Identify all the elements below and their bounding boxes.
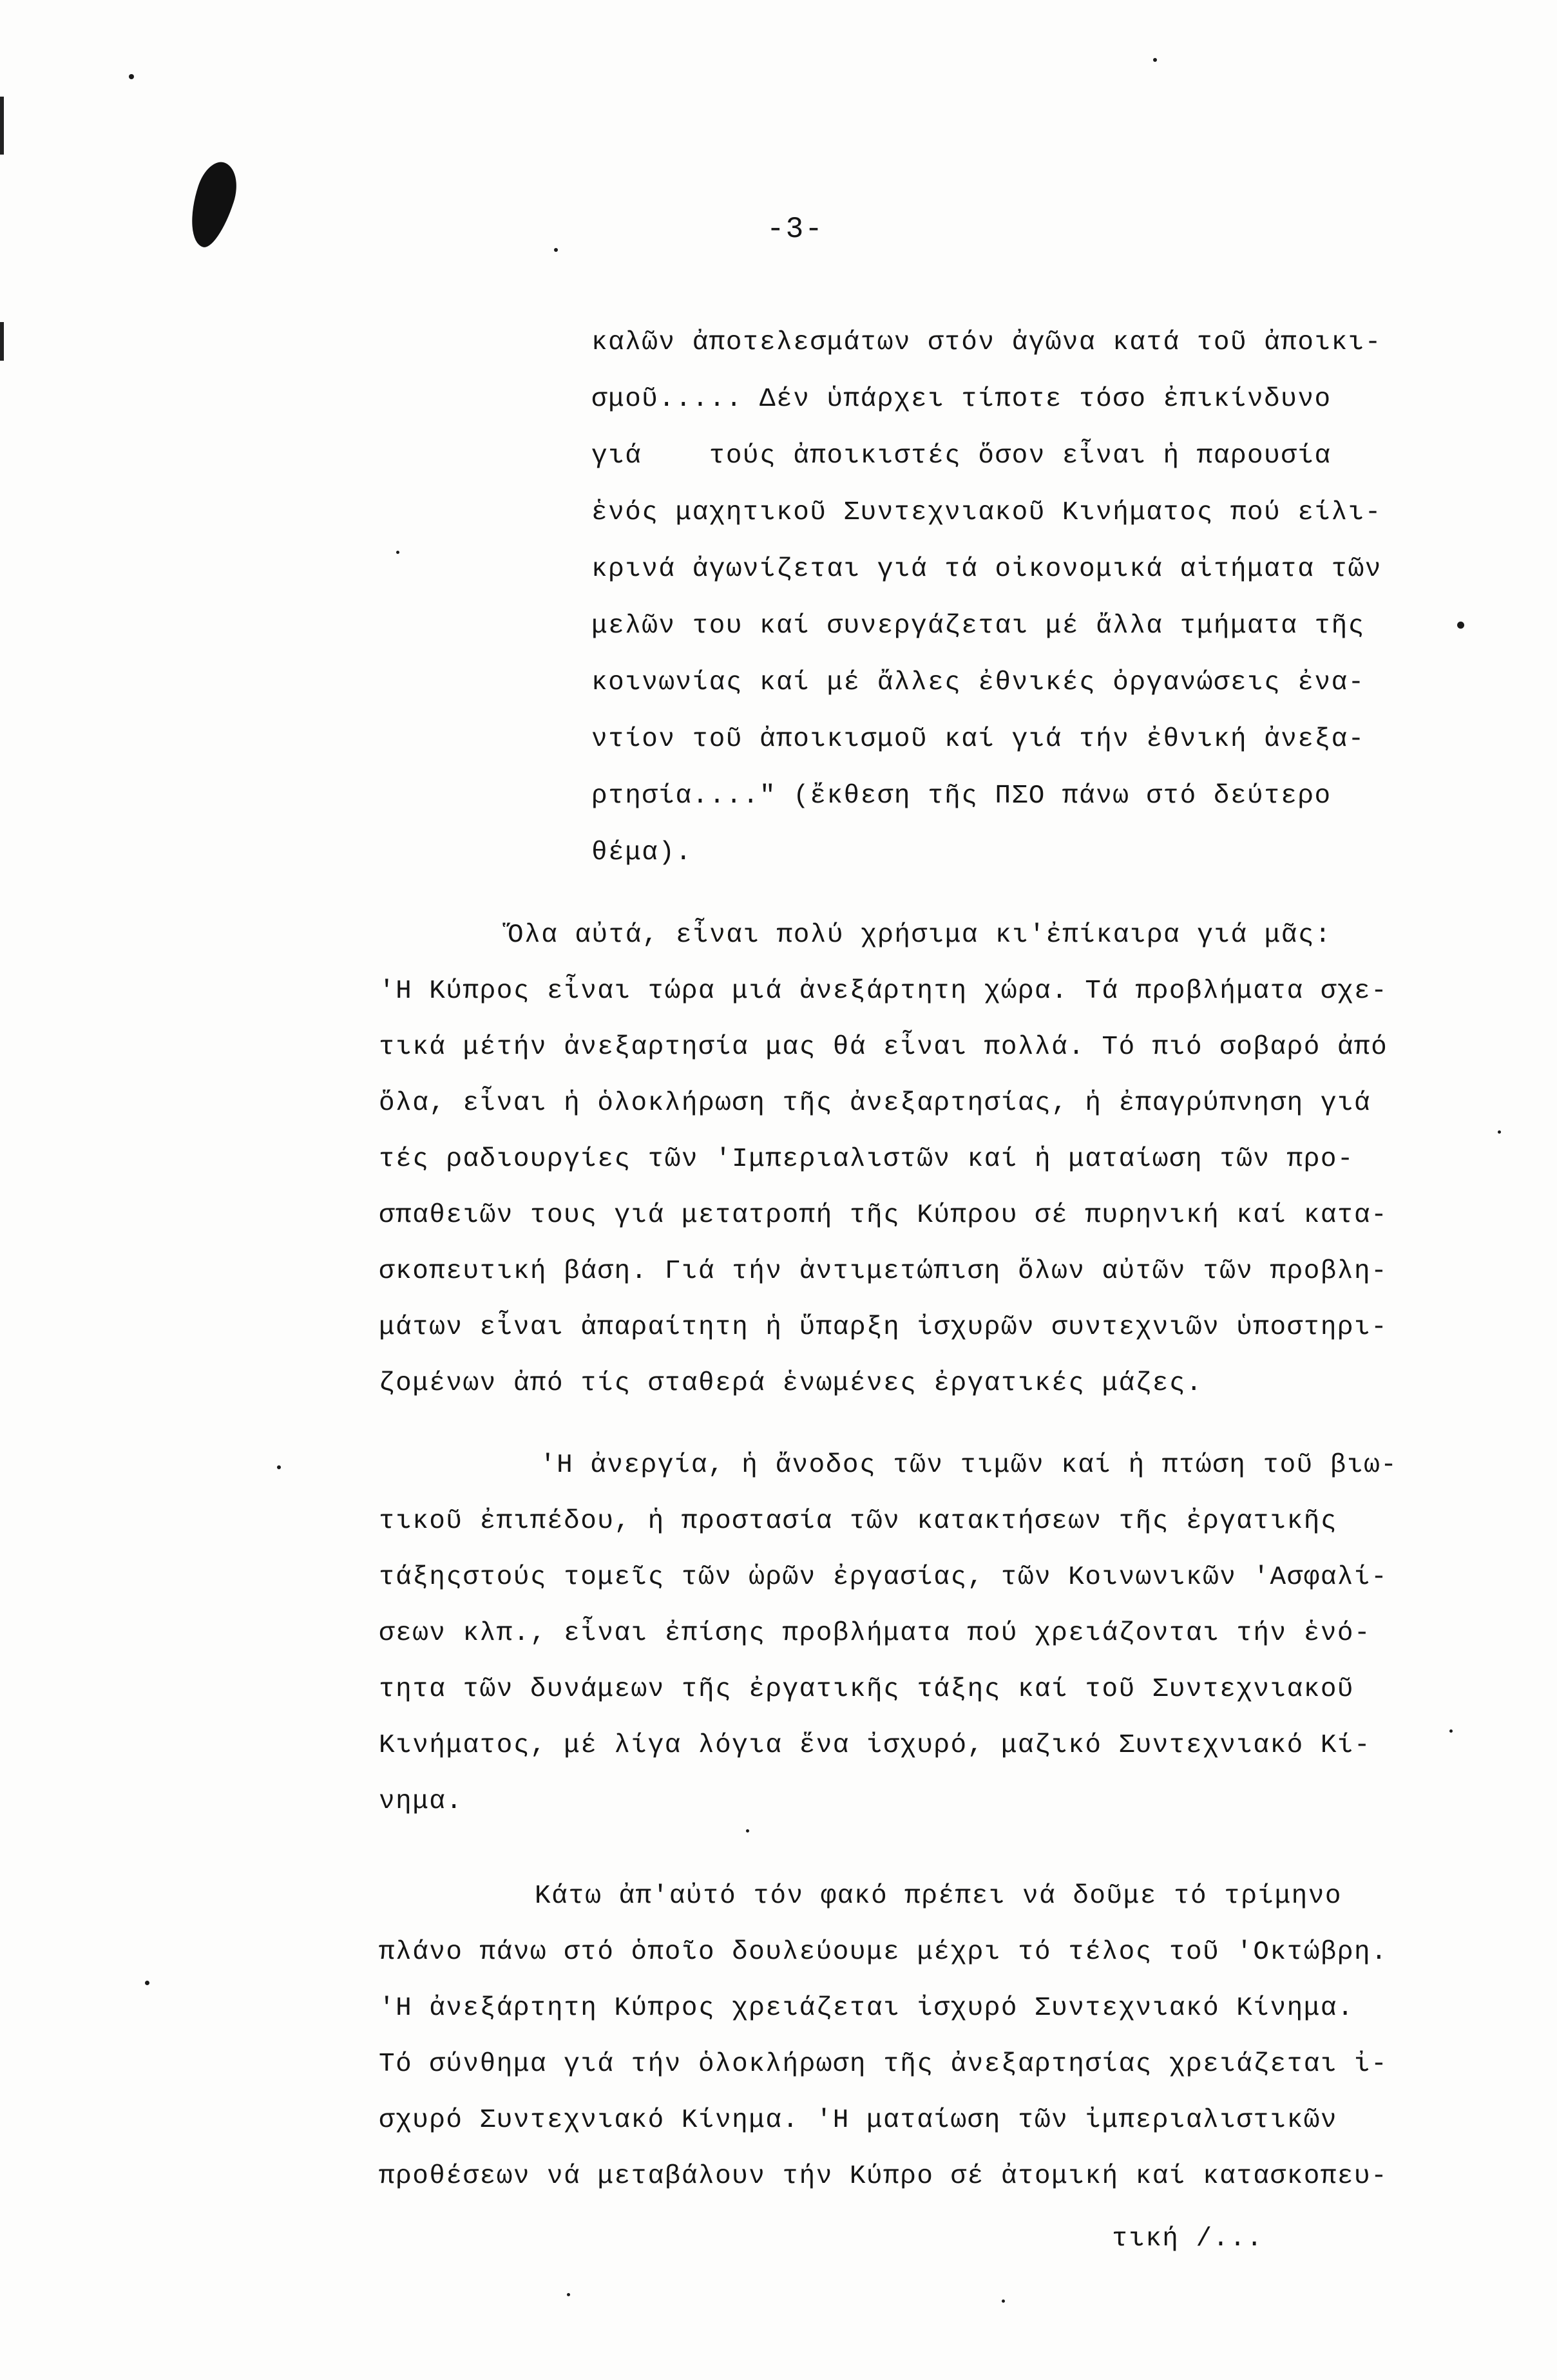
- quote-line: κρινά ἀγωνίζεται γιά τά οἰκονομικά αἰτήματα τῶν: [591, 555, 1382, 584]
- quote-line: καλῶν ἀποτελεσμάτων στόν ἀγῶνα κατά τοῦ ἀποικι-: [591, 328, 1382, 357]
- body-line: 'Η Κύπρος εἶναι τώρα μιά ἀνεξάρτητη χώρα. Τά προβλήματα σχε-: [379, 976, 1388, 1006]
- body-line: σεων κλπ., εἶναι ἐπίσης προβλήματα πού χρειάζονται τήν ἑνό-: [379, 1619, 1371, 1648]
- body-line: προθέσεων νά μεταβάλουν τήν Κύπρο σέ ἀτομική καί κατασκοπευ-: [379, 2162, 1388, 2191]
- page-number: -3-: [767, 213, 824, 246]
- scan-speck: [567, 2293, 570, 2296]
- body-line: τάξηςστούς τομεῖς τῶν ὡρῶν ἐργασίας, τῶν Κοινωνικῶν 'Ασφαλί-: [379, 1563, 1388, 1592]
- body-line: σκοπευτική βάση. Γιά τήν ἀντιμετώπιση ὅλων αὐτῶν τῶν προβλη-: [379, 1257, 1388, 1286]
- scan-speck: [145, 1981, 149, 1985]
- body-line: 'Η ἀνεξάρτητη Κύπρος χρειάζεται ἰσχυρό Συντεχνιακό Κίνημα.: [379, 1994, 1355, 2023]
- body-line: τικοῦ ἐπιπέδου, ἡ προστασία τῶν κατακτήσεων τῆς ἐργατικῆς: [379, 1507, 1337, 1536]
- body-line: πλάνο πάνω στό ὁποῖο δουλεύουμε μέχρι τό τέλος τοῦ 'Οκτώβρη.: [379, 1937, 1388, 1967]
- scan-speck: [554, 248, 558, 252]
- quote-line: γιά τούς ἀποικιστές ὅσον εἶναι ἡ παρουσία: [591, 441, 1332, 471]
- quote-line: ντίον τοῦ ἀποικισμοῦ καί γιά τήν ἐθνική ἀνεξα-: [591, 725, 1365, 754]
- quote-line: κοινωνίας καί μέ ἄλλες ἐθνικές ὀργανώσεις ἐνα-: [591, 668, 1365, 698]
- scan-speck: [1449, 1729, 1453, 1733]
- quote-line: μελῶν του καί συνεργάζεται μέ ἄλλα τμήματα τῆς: [591, 611, 1365, 641]
- body-line: Τό σύνθημα γιά τήν ὁλοκλήρωση τῆς ἀνεξαρτησίας χρειάζεται ἰ-: [379, 2050, 1388, 2079]
- scan-speck: [277, 1465, 281, 1469]
- scan-speck: [1153, 58, 1157, 62]
- body-line: Κινήματος, μέ λίγα λόγια ἕνα ἰσχυρό, μαζικό Συντεχνιακό Κί-: [379, 1731, 1371, 1760]
- quote-line: σμοῦ..... Δέν ὑπάρχει τίποτε τόσο ἐπικίνδυνο: [591, 385, 1332, 414]
- body-line: νημα.: [379, 1787, 463, 1816]
- scan-speck: [396, 551, 399, 554]
- quote-line: ρτησία...." (ἔκθεση τῆς ΠΣΟ πάνω στό δεύτερο: [591, 781, 1332, 811]
- scan-speck: [1498, 1130, 1501, 1134]
- body-line: σπαθειῶν τους γιά μετατροπή τῆς Κύπρου σέ πυρηνική καί κατα-: [379, 1201, 1388, 1230]
- body-line: τικά μέτήν ἀνεξαρτησία μας θά εἶναι πολλά. Τό πιό σοβαρό ἀπό: [379, 1033, 1388, 1062]
- scan-speck: [1002, 2299, 1005, 2303]
- scan-speck: [129, 74, 134, 79]
- body-line: τές ραδιουργίες τῶν 'Ιμπεριαλιστῶν καί ἡ ματαίωση τῶν προ-: [379, 1145, 1355, 1174]
- body-line: μάτων εἶναι ἀπαραίτητη ἡ ὕπαρξη ἰσχυρῶν συντεχνιῶν ὑποστηρι-: [379, 1313, 1388, 1342]
- page-continuation: τική /...: [1112, 2224, 1263, 2254]
- body-line: 'Η ἀνεργία, ἡ ἄνοδος τῶν τιμῶν καί ἡ πτώση τοῦ βιω-: [540, 1451, 1398, 1480]
- body-line: τητα τῶν δυνάμεων τῆς ἐργατικῆς τάξης καί τοῦ Συντεχνιακοῦ: [379, 1675, 1355, 1704]
- body-line: σχυρό Συντεχνιακό Κίνημα. 'Η ματαίωση τῶν ἰμπεριαλιστικῶν: [379, 2106, 1337, 2135]
- quote-line: ἑνός μαχητικοῦ Συντεχνιακοῦ Κινήματος πού είλι-: [591, 498, 1382, 528]
- scan-speck: [1457, 622, 1464, 629]
- quote-line: θέμα).: [591, 838, 693, 868]
- body-line: Ὅλα αὐτά, εἶναι πολύ χρήσιμα κι'ἐπίκαιρα γιά μᾶς:: [508, 920, 1332, 950]
- body-line: ὅλα, εἶναι ἡ ὁλοκλήρωση τῆς ἀνεξαρτησίας, ἡ ἐπαγρύπνηση γιά: [379, 1089, 1371, 1118]
- scan-edge-mark: [0, 97, 4, 155]
- body-line: ζομένων ἀπό τίς σταθερά ἑνωμένες ἐργατικές μάζες.: [379, 1369, 1203, 1398]
- ink-blot: [181, 157, 245, 252]
- scan-edge-mark: [0, 322, 4, 361]
- body-line: Κάτω ἀπ'αὐτό τόν φακό πρέπει νά δοῦμε τό τρίμηνο: [535, 1881, 1342, 1911]
- scan-speck: [746, 1829, 749, 1833]
